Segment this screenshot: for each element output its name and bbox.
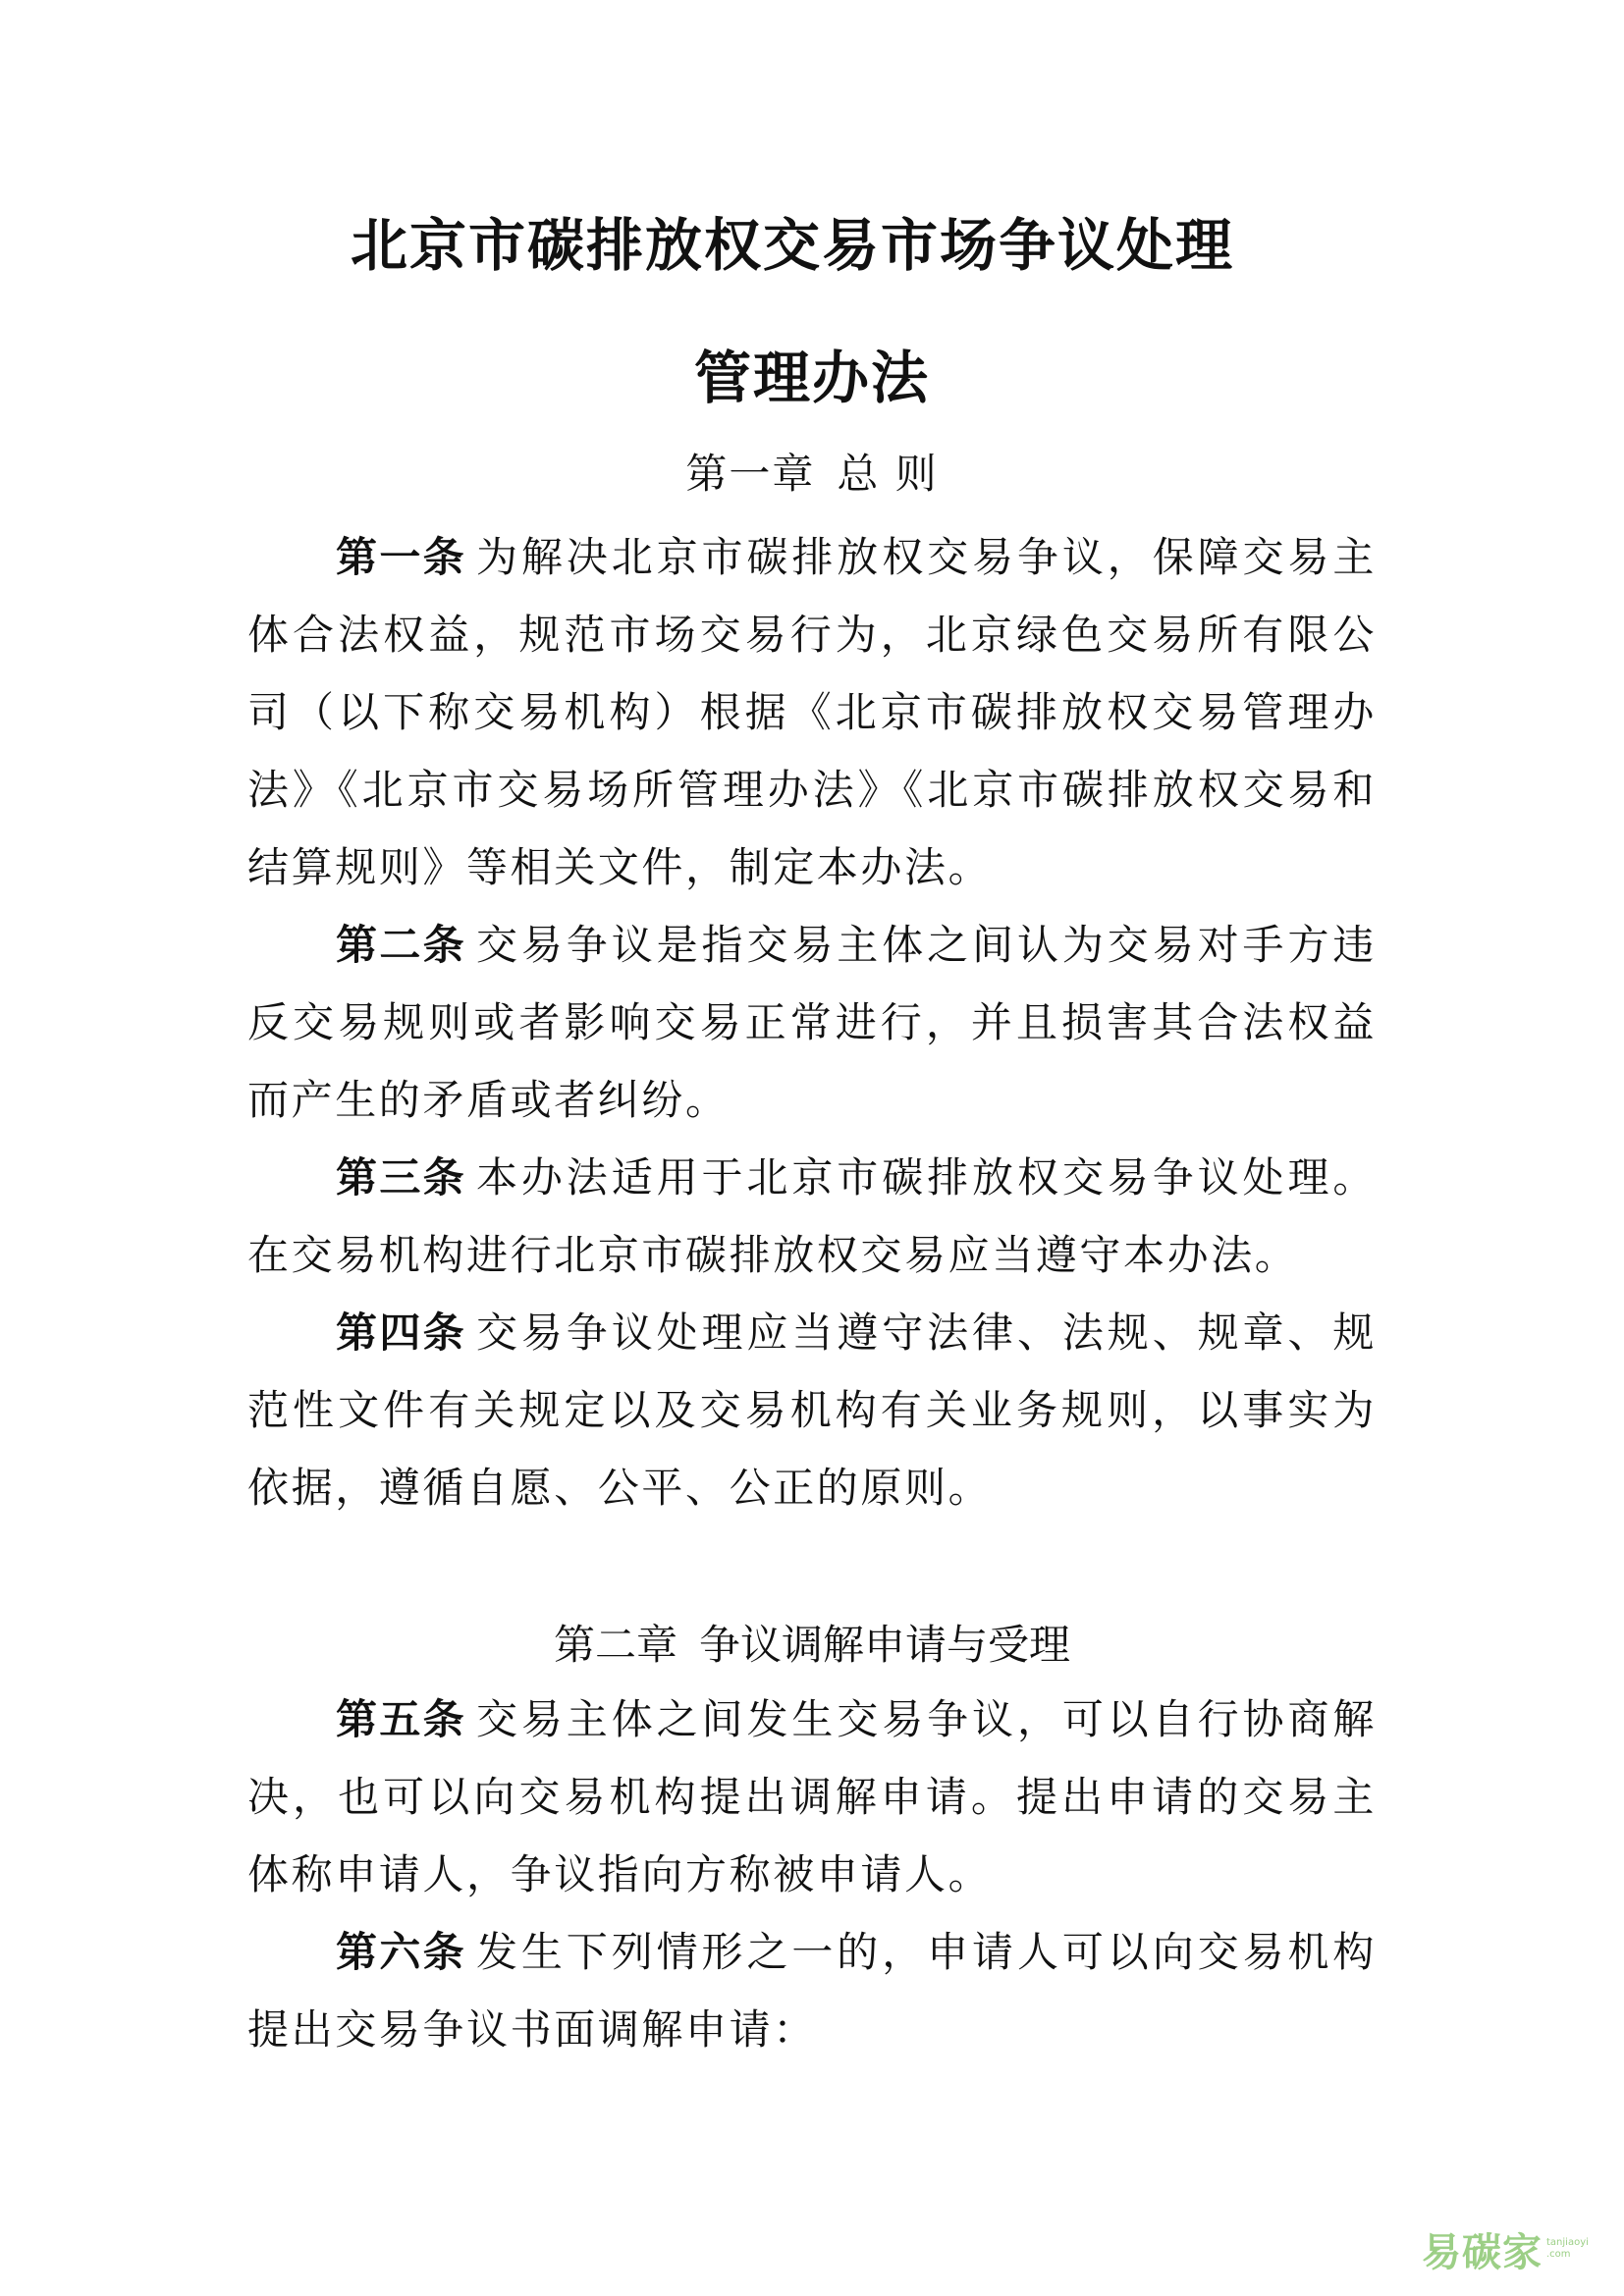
article-number: 第一条 — [336, 533, 466, 581]
article-1 — [247, 518, 1377, 906]
chapter-heading-1 — [247, 450, 1377, 499]
document-title-line-1: 北京市碳排放权交易市场争议处理 — [350, 212, 1234, 279]
chapter-heading-2 — [247, 1621, 1377, 1670]
chapter-title: 总 则 — [837, 450, 939, 498]
article-number: 第三条 — [336, 1153, 466, 1201]
article-number: 第五条 — [336, 1695, 466, 1743]
article-text: 交易争议处理应当遵守法律、法规、规章、规范性文件有关规定以及交易机构有关业务规则，以事实为依据，遵循自愿、公平、公正的原则。 — [247, 1308, 1377, 1512]
article-2 — [247, 906, 1377, 1139]
chapter-number: 第二章 — [553, 1621, 677, 1669]
document-page — [247, 212, 1377, 2068]
article-text: 本办法适用于北京市碳排放权交易争议处理。在交易机构进行北京市碳排放权交易应当遵守本办法。 — [247, 1153, 1377, 1279]
article-text: 交易争议是指交易主体之间认为交易对手方违反交易规则或者影响交易正常进行，并且损害其合法权益而产生的矛盾或者纠纷。 — [247, 921, 1377, 1124]
article-text: 发生下列情形之一的，申请人可以向交易机构提出交易争议书面调解申请： — [247, 1928, 1377, 2054]
article-number: 第四条 — [336, 1308, 466, 1357]
article-number: 第六条 — [336, 1928, 466, 1976]
article-3 — [247, 1139, 1377, 1294]
watermark-domain — [1546, 2237, 1589, 2261]
article-6 — [247, 1913, 1377, 2068]
article-text: 交易主体之间发生交易争议，可以自行协商解决，也可以向交易机构提出调解申请。提出申请的交易主体称申请人，争议指向方称被申请人。 — [247, 1695, 1377, 1898]
watermark-brand: 易碳家 — [1422, 2229, 1543, 2275]
chapter-number: 第一章 — [685, 450, 816, 498]
watermark-logo — [1422, 2224, 1589, 2273]
article-4 — [247, 1294, 1377, 1526]
chapter-title: 争议调解申请与受理 — [699, 1621, 1071, 1669]
article-5 — [247, 1681, 1377, 1913]
document-title-line-2: 管理办法 — [693, 345, 930, 411]
watermark-domain-line-1: tanjiaoyi — [1546, 2237, 1589, 2248]
article-text: 为解决北京市碳排放权交易争议，保障交易主体合法权益，规范市场交易行为，北京绿色交易所有限公司（以下称交易机构）根据《北京市碳排放权交易管理办法》《北京市交易场所管理办法》《北京市碳排放权交易和结算规则》等相关文件，制定本办法。 — [247, 533, 1377, 891]
watermark-domain-line-2: .com — [1546, 2249, 1571, 2260]
article-number: 第二条 — [336, 921, 466, 969]
